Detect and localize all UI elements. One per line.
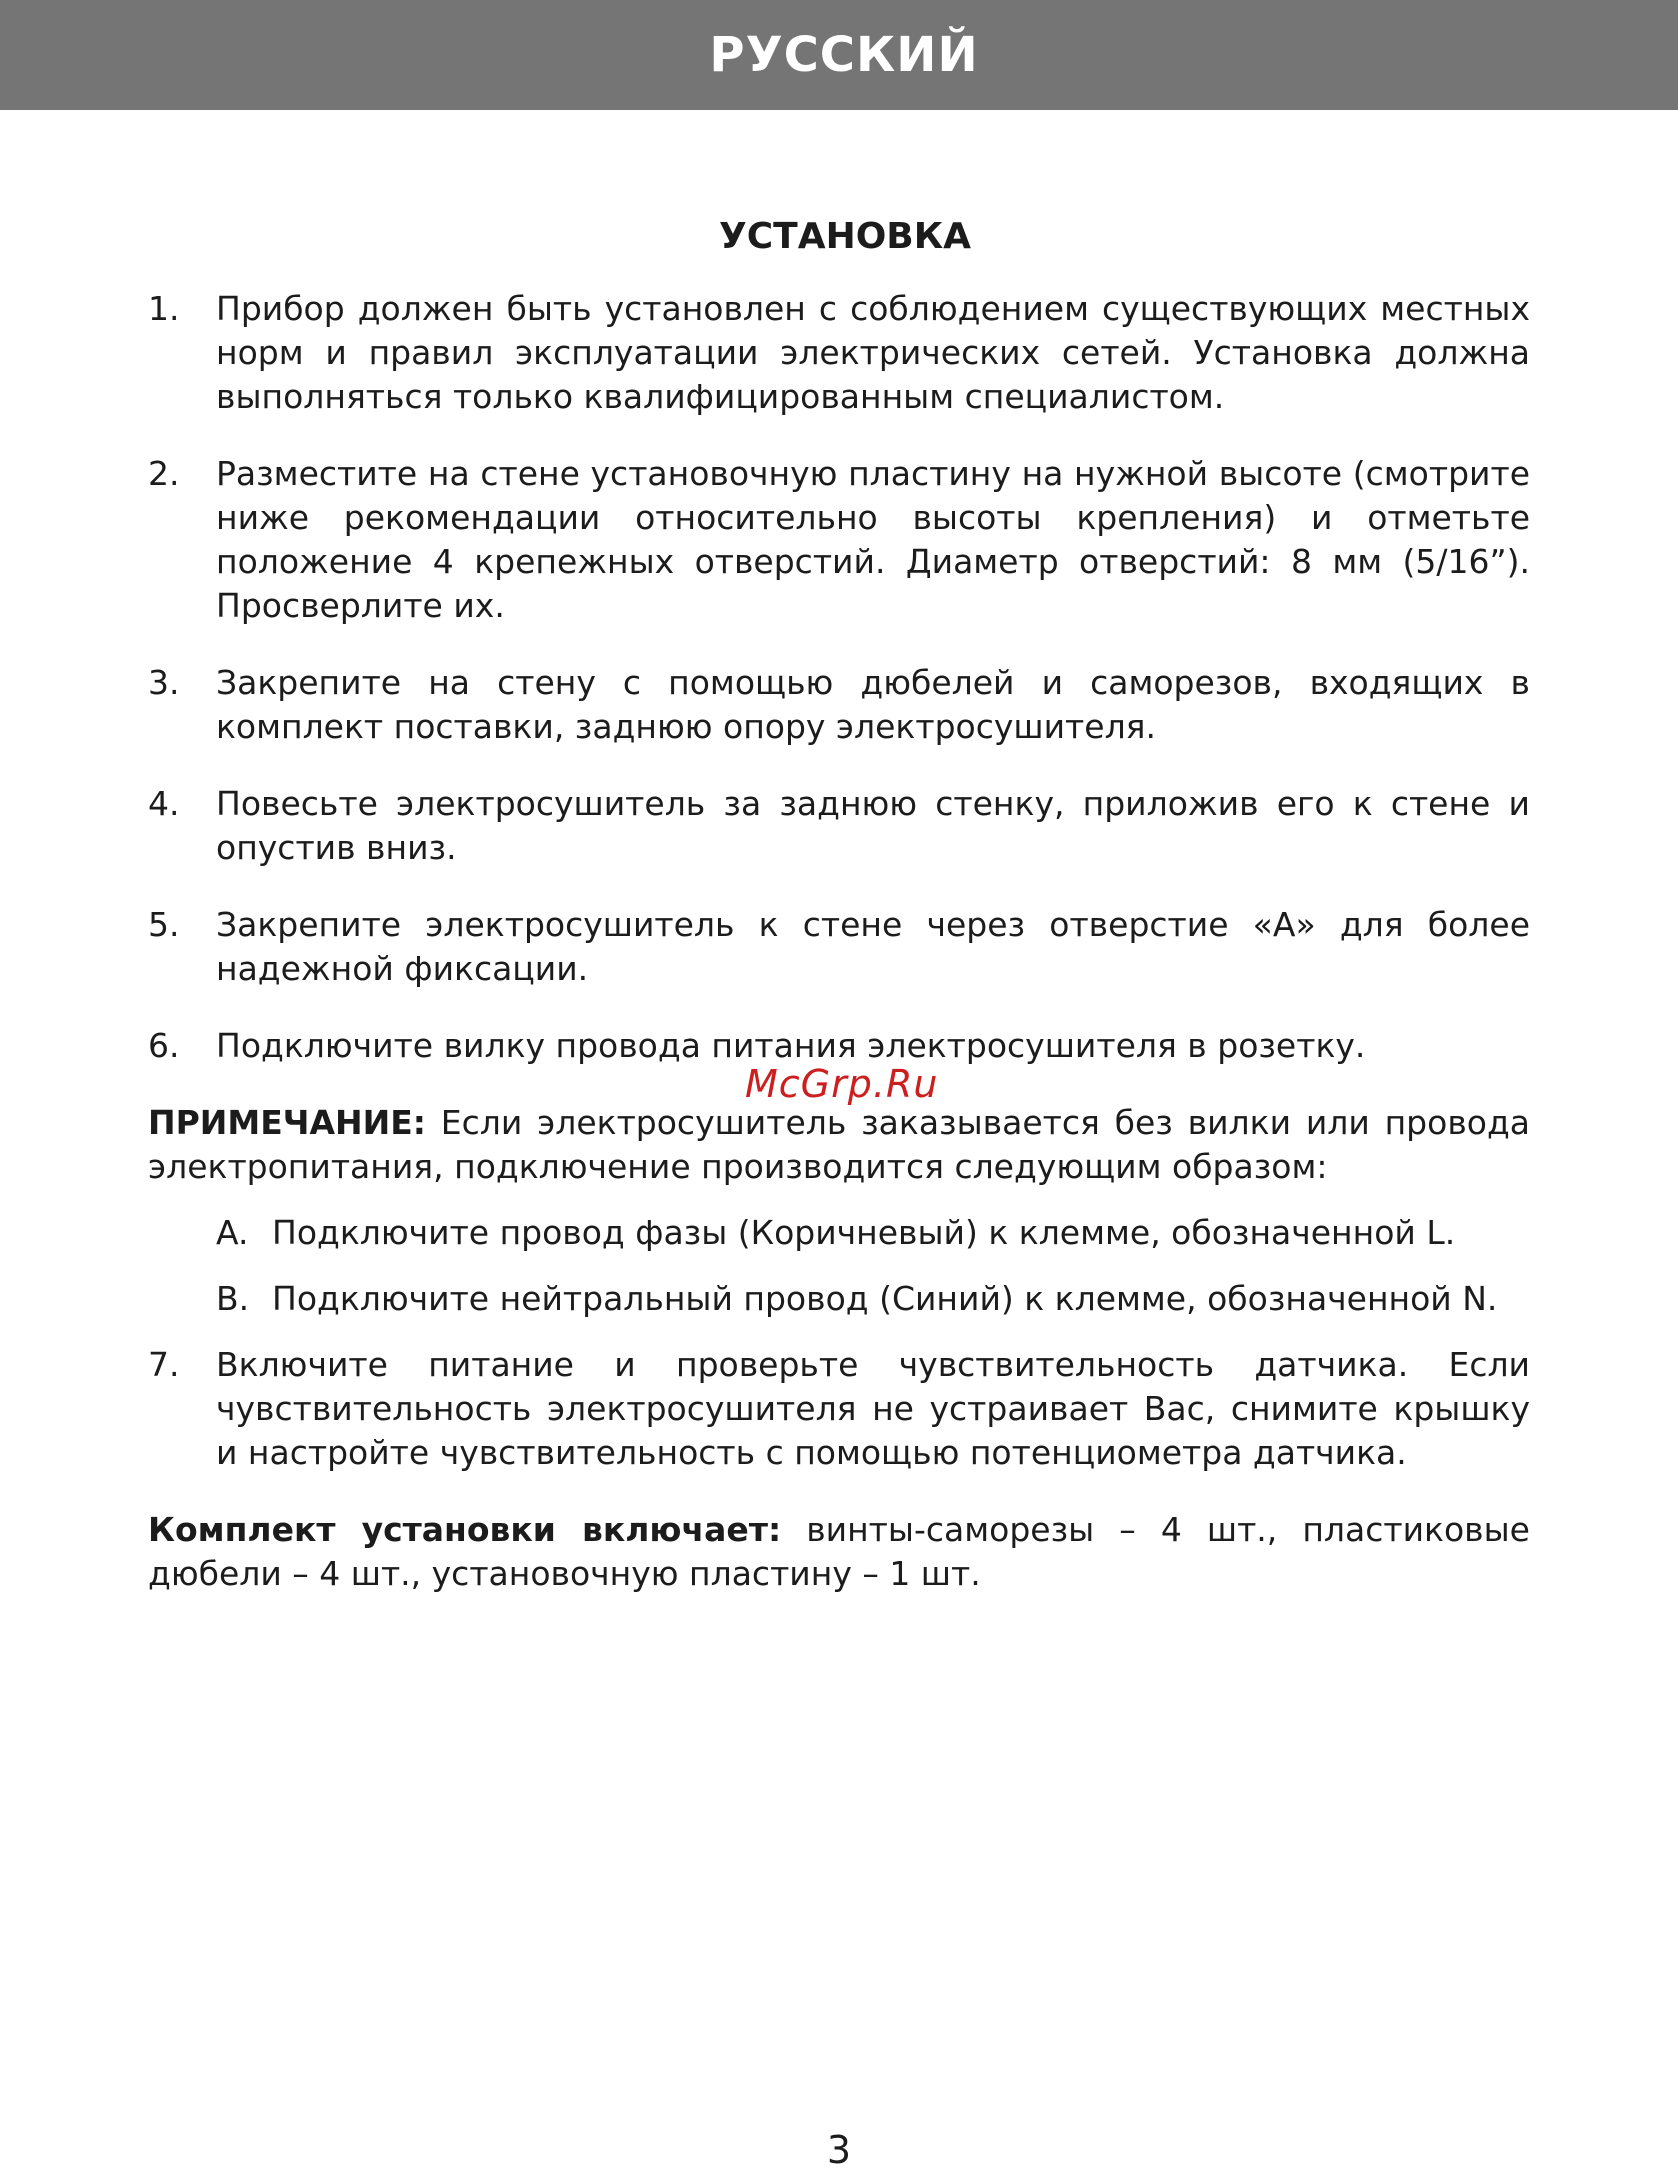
document-body bbox=[148, 216, 1530, 1596]
list-item-text: Подключите вилку провода питания электросушителя в розетку. bbox=[216, 1026, 1366, 1065]
list-item-number: 2. bbox=[148, 454, 180, 493]
list-item-text: Включите питание и проверьте чувствительность датчика. Если чувствительность электросушителя не устраивает Вас, снимите крышку и настройте чувствительность с помощью потенциометра датчика. bbox=[216, 1345, 1530, 1472]
sub-list-item-letter: A. bbox=[216, 1213, 249, 1252]
sub-list-item-text: Подключите провод фазы (Коричневый) к клемме, обозначенной L. bbox=[272, 1213, 1456, 1252]
list-item bbox=[148, 903, 1530, 991]
list-item bbox=[148, 287, 1530, 419]
sub-list-item-letter: B. bbox=[216, 1279, 250, 1318]
list-item-number: 5. bbox=[148, 905, 180, 944]
language-title: РУССКИЙ bbox=[709, 27, 979, 83]
section-title: УСТАНОВКА bbox=[718, 216, 972, 257]
note-text: Если электросушитель заказывается без вилки или провода электропитания, подключение производится следующим образом: bbox=[148, 1103, 1530, 1186]
list-item-text: Повесьте электросушитель за заднюю стенку, приложив его к стене и опустив вниз. bbox=[216, 784, 1530, 867]
list-item-number: 1. bbox=[148, 289, 180, 328]
page-number: 3 bbox=[826, 2128, 852, 2172]
list-item-text: Разместите на стене установочную пластину на нужной высоте (смотрите ниже рекомендации относительно высоты крепления) и отметьте положение 4 крепежных отверстий. Диаметр отверстий: 8 мм (5/16”). Просверлите их. bbox=[216, 454, 1530, 625]
list-item-text: Закрепите электросушитель к стене через отверстие «А» для более надежной фиксации. bbox=[216, 905, 1530, 988]
list-item bbox=[148, 452, 1530, 628]
list-item bbox=[148, 1343, 1530, 1475]
list-item-number: 6. bbox=[148, 1026, 180, 1065]
sub-list-item bbox=[216, 1211, 1530, 1255]
kit-text: винты-саморезы – 4 шт., пластиковые дюбели – 4 шт., установочную пластину – 1 шт. bbox=[148, 1510, 1530, 1593]
watermark: McGrp.Ru bbox=[745, 1062, 939, 1106]
list-item-number: 3. bbox=[148, 663, 180, 702]
kit-paragraph bbox=[148, 1508, 1530, 1596]
list-item-text: Закрепите на стену с помощью дюбелей и саморезов, входящих в комплект поставки, заднюю опору электросушителя. bbox=[216, 663, 1530, 746]
list-item bbox=[148, 782, 1530, 870]
list-item bbox=[148, 661, 1530, 749]
kit-label: Комплект установки включает: bbox=[148, 1510, 782, 1549]
list-item-text: Прибор должен быть установлен с соблюдением существующих местных норм и правил эксплуатации электрических сетей. Установка должна выполняться только квалифицированным специалистом. bbox=[216, 289, 1530, 416]
sub-list-item bbox=[216, 1277, 1530, 1321]
list-item-number: 4. bbox=[148, 784, 180, 823]
header-bar bbox=[0, 0, 1678, 110]
list-item-number: 7. bbox=[148, 1345, 180, 1384]
sub-list-item-text: Подключите нейтральный провод (Синий) к клемме, обозначенной N. bbox=[272, 1279, 1498, 1318]
note-label: ПРИМЕЧАНИЕ: bbox=[148, 1103, 426, 1142]
note-paragraph bbox=[148, 1101, 1530, 1189]
